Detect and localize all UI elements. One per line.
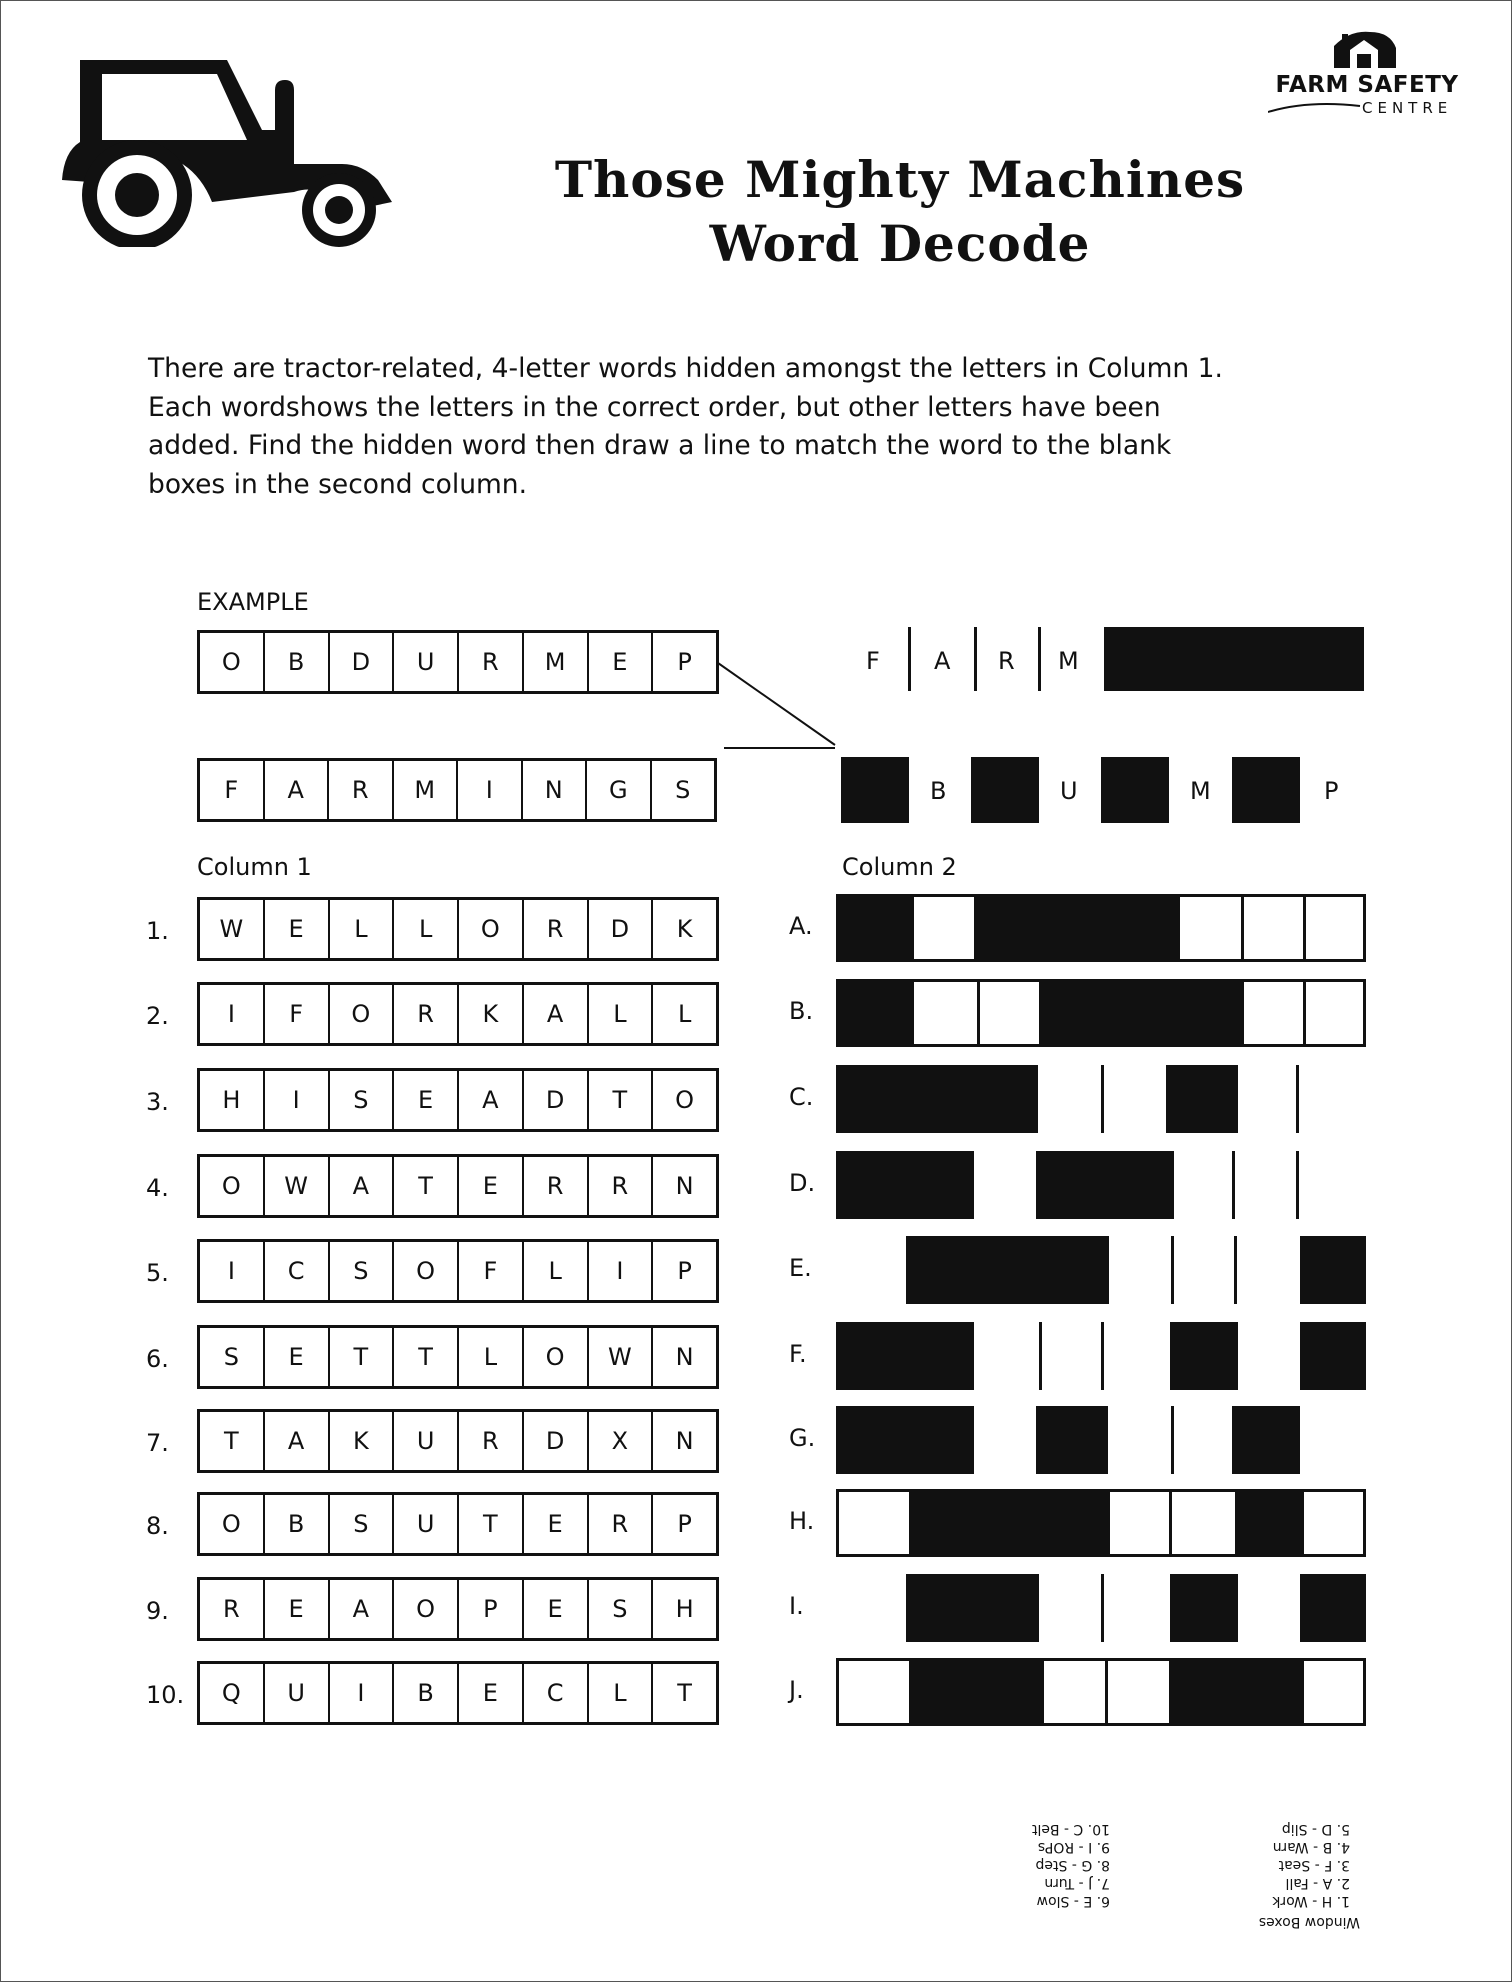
letter-cell: O <box>392 1242 457 1300</box>
row-letter-label: B. <box>789 997 814 1025</box>
divider-line <box>909 1661 912 1723</box>
letter-cell: A <box>328 1580 393 1638</box>
row-number: 10. <box>146 1681 185 1709</box>
answer-key-item: 7. J - Turn <box>1044 1875 1110 1891</box>
letter-cell: A <box>263 761 328 819</box>
example-label: EXAMPLE <box>197 588 309 616</box>
divider-line <box>1105 1661 1108 1723</box>
blank-block <box>1036 1406 1108 1474</box>
swoosh-icon <box>1268 100 1363 114</box>
title-line-1: Those Mighty Machines <box>554 150 1246 209</box>
column-1-row <box>197 1068 719 1132</box>
divider-line <box>1234 1236 1237 1304</box>
letter-cell: R <box>457 1412 522 1470</box>
example-answer-2 <box>836 757 1366 823</box>
divider-line <box>1101 1574 1104 1642</box>
blank-block <box>1169 1661 1301 1723</box>
column-2-pattern <box>836 1236 1366 1304</box>
blank-block <box>839 982 911 1044</box>
divider-line <box>1301 1492 1304 1554</box>
letter-cell: I <box>456 761 521 819</box>
letter-cell: U <box>392 633 457 691</box>
letter-cell: L <box>587 1664 652 1722</box>
letter-cell: O <box>651 1071 716 1129</box>
column-2-pattern <box>836 1406 1366 1474</box>
column-1-row <box>197 1154 719 1218</box>
blank-block <box>1104 627 1364 691</box>
divider-line <box>909 1492 912 1554</box>
divider-line <box>977 982 980 1044</box>
blank-block <box>1101 757 1169 823</box>
divider-line <box>1303 982 1306 1044</box>
divider-line <box>911 982 914 1044</box>
row-letter-label: D. <box>789 1169 816 1197</box>
page-title <box>540 148 1260 276</box>
title-line-2: Word Decode <box>709 214 1091 273</box>
letter-cell: P <box>651 633 716 691</box>
letter-cell: P <box>457 1580 522 1638</box>
letter-cell: B <box>263 1495 328 1553</box>
divider-line <box>1171 1406 1174 1474</box>
row-letter-label: E. <box>789 1254 812 1282</box>
letter-cell: T <box>392 1328 457 1386</box>
letter-cell: S <box>328 1495 393 1553</box>
letter-cell: A <box>263 1412 328 1470</box>
letter-cell: E <box>263 1328 328 1386</box>
row-letter-label: H. <box>789 1507 815 1535</box>
blank-block <box>1300 1322 1366 1390</box>
letter-cell: S <box>587 1580 652 1638</box>
row-letter-label: A. <box>789 912 813 940</box>
letter-cell: D <box>522 1412 587 1470</box>
column-2-pattern <box>836 1065 1366 1133</box>
letter-cell: O <box>221 648 241 676</box>
answer-key-item: 6. E - Slow <box>1036 1893 1110 1909</box>
barn-icon <box>1330 28 1400 70</box>
answer-letter: R <box>998 647 1015 675</box>
letter-cell: H <box>651 1580 716 1638</box>
divider-line <box>911 897 914 959</box>
letter-cell: U <box>392 1495 457 1553</box>
row-number: 7. <box>146 1429 169 1457</box>
letter-cell: O <box>328 985 393 1043</box>
column-1-row <box>197 897 719 961</box>
letter-cell: E <box>457 1664 522 1722</box>
blank-block <box>1166 1065 1238 1133</box>
divider-line <box>1107 1492 1110 1554</box>
answer-letter: P <box>1324 777 1339 805</box>
letter-cell: R <box>522 1157 587 1215</box>
answer-key-item: 9. I - ROPs <box>1037 1839 1110 1855</box>
row-letter-label: J. <box>789 1676 804 1704</box>
letter-cell: W <box>263 1157 328 1215</box>
row-letter-label: I. <box>789 1592 804 1620</box>
blank-block <box>1232 757 1300 823</box>
letter-cell: R <box>457 633 522 691</box>
answer-letter: F <box>866 647 880 675</box>
letter-cell: T <box>457 1495 522 1553</box>
letter-cell: E <box>263 1580 328 1638</box>
letter-cell: D <box>328 633 393 691</box>
letter-cell: P <box>651 1242 716 1300</box>
letter-cell: C <box>522 1664 587 1722</box>
divider-line <box>1241 897 1244 959</box>
letter-cell: N <box>521 761 586 819</box>
letter-cell: A <box>328 1157 393 1215</box>
blank-block <box>836 1151 974 1219</box>
letter-cell: A <box>457 1071 522 1129</box>
column-1-row <box>197 1492 719 1556</box>
letter-cell: N <box>651 1328 716 1386</box>
letter-cell: O <box>221 1172 241 1200</box>
example-connector-line <box>718 655 838 755</box>
letter-cell: D <box>587 900 652 958</box>
answer-key-item: 3. F - Seat <box>1278 1857 1350 1873</box>
blank-block <box>1170 1574 1238 1642</box>
logo-text-sub: CENTRE <box>1362 99 1453 117</box>
blank-block <box>1039 982 1241 1044</box>
letter-cell: T <box>392 1157 457 1215</box>
row-letter-label: F. <box>789 1340 807 1368</box>
divider-line <box>1296 1151 1299 1219</box>
column-1-row <box>197 1577 719 1641</box>
answer-letter: M <box>1058 647 1079 675</box>
letter-cell: N <box>651 1157 716 1215</box>
letter-cell: E <box>457 1157 522 1215</box>
divider-line <box>1171 1236 1174 1304</box>
letter-cell: M <box>522 633 587 691</box>
letter-cell: B <box>392 1664 457 1722</box>
blank-block <box>906 1236 1109 1304</box>
letter-cell: O <box>221 1510 241 1538</box>
letter-cell: G <box>585 761 650 819</box>
letter-cell: K <box>457 985 522 1043</box>
letter-cell: S <box>223 1343 239 1371</box>
letter-cell: I <box>587 1242 652 1300</box>
blank-block <box>836 1406 974 1474</box>
divider-line <box>1241 982 1244 1044</box>
letter-cell: S <box>328 1071 393 1129</box>
letter-cell: L <box>328 900 393 958</box>
letter-cell: K <box>651 900 716 958</box>
column-2-pattern <box>836 1489 1366 1557</box>
divider-line <box>1301 1661 1304 1723</box>
divider-line <box>1101 1322 1104 1390</box>
letter-cell: L <box>457 1328 522 1386</box>
letter-cell: S <box>328 1242 393 1300</box>
answer-letter: B <box>930 777 947 805</box>
row-number: 9. <box>146 1597 169 1625</box>
letter-cell: I <box>263 1071 328 1129</box>
row-letter-label: G. <box>789 1424 816 1452</box>
blank-block <box>1170 1322 1238 1390</box>
answer-key-item: 10. C - Belt <box>1031 1821 1110 1837</box>
letter-cell: R <box>587 1157 652 1215</box>
letter-cell: I <box>328 1664 393 1722</box>
column-2-pattern <box>836 894 1366 962</box>
divider-line <box>1101 1065 1104 1133</box>
blank-block <box>909 1661 1041 1723</box>
blank-block <box>909 1492 1107 1554</box>
row-number: 1. <box>146 917 169 945</box>
blank-block <box>841 757 909 823</box>
answer-letter: U <box>1060 777 1078 805</box>
blank-block <box>1232 1406 1300 1474</box>
letter-cell: I <box>227 1000 235 1028</box>
letter-cell: F <box>457 1242 522 1300</box>
instructions: There are tractor-related, 4-letter words hidden amongst the letters in Column 1. Each wordshows the letters in the correct order, but other letters have been added. Find the hidden word then draw a line to match the word to the blank boxes in the second column. <box>148 353 1223 500</box>
blank-block <box>906 1574 1039 1642</box>
answer-key-left-column <box>1272 1820 1350 1910</box>
column-1-row <box>197 1661 719 1725</box>
letter-cell: E <box>392 1071 457 1129</box>
letter-cell: N <box>651 1412 716 1470</box>
logo-text-main: FARM SAFETY <box>1275 72 1459 98</box>
letter-cell: P <box>651 1495 716 1553</box>
blank-block <box>1036 1151 1174 1219</box>
letter-cell: X <box>587 1412 652 1470</box>
divider-line <box>1041 1661 1044 1723</box>
answer-letter: M <box>1190 777 1211 805</box>
blank-block <box>839 897 911 959</box>
letter-cell: S <box>650 761 715 819</box>
letter-cell: R <box>587 1495 652 1553</box>
blank-block <box>1300 1574 1366 1642</box>
answer-letter: A <box>934 647 951 675</box>
row-number: 6. <box>146 1345 169 1373</box>
answer-key-right-column <box>1032 1820 1110 1910</box>
column-2-pattern <box>836 1658 1366 1726</box>
letter-cell: F <box>263 985 328 1043</box>
answer-key-item: 1. H - Work <box>1272 1893 1350 1909</box>
divider-line <box>1169 1492 1172 1554</box>
column-2-pattern <box>836 1574 1366 1642</box>
farm-safety-logo <box>1262 28 1482 123</box>
column-1-row <box>197 982 719 1046</box>
row-letter-label: C. <box>789 1083 814 1111</box>
tractor-icon <box>62 52 407 247</box>
letter-cell: R <box>223 1595 240 1623</box>
example-row-1 <box>197 630 719 694</box>
divider-line <box>1039 1322 1042 1390</box>
blank-block <box>1235 1492 1301 1554</box>
letter-cell: K <box>328 1412 393 1470</box>
blank-block <box>974 897 1177 959</box>
column-1-row <box>197 1409 719 1473</box>
letter-cell: L <box>522 1242 587 1300</box>
letter-cell: U <box>263 1664 328 1722</box>
letter-cell: L <box>587 985 652 1043</box>
column-2-pattern <box>836 1322 1366 1390</box>
row-number: 8. <box>146 1512 169 1540</box>
blank-block <box>836 1065 1038 1133</box>
divider-line <box>1169 1661 1172 1723</box>
divider-line <box>1235 1492 1238 1554</box>
letter-cell: D <box>522 1071 587 1129</box>
letter-cell: W <box>219 915 244 943</box>
column-1-header: Column 1 <box>197 853 312 881</box>
divider-line <box>974 627 977 691</box>
letter-cell: E <box>263 900 328 958</box>
column-2-header: Column 2 <box>842 853 957 881</box>
row-number: 4. <box>146 1174 169 1202</box>
letter-cell: H <box>222 1086 241 1114</box>
letter-cell: E <box>522 1580 587 1638</box>
letter-cell: U <box>392 1412 457 1470</box>
letter-cell: Q <box>221 1679 241 1707</box>
row-number: 5. <box>146 1259 169 1287</box>
blank-block <box>1300 1236 1366 1304</box>
letter-cell: T <box>651 1664 716 1722</box>
divider-line <box>1038 627 1041 691</box>
column-2-pattern <box>836 979 1366 1047</box>
divider-line <box>908 627 911 691</box>
example-answer-1 <box>836 627 1366 691</box>
row-number: 2. <box>146 1002 169 1030</box>
letter-cell: T <box>224 1427 239 1455</box>
letter-cell: M <box>392 761 457 819</box>
letter-cell: B <box>263 633 328 691</box>
blank-block <box>836 1322 974 1390</box>
divider-line <box>1232 1151 1235 1219</box>
letter-cell: O <box>392 1580 457 1638</box>
letter-cell: A <box>522 985 587 1043</box>
letter-cell: R <box>392 985 457 1043</box>
letter-cell: R <box>522 900 587 958</box>
answer-key-item: 4. B - Warn <box>1272 1839 1350 1855</box>
letter-cell: F <box>224 776 239 804</box>
blank-block <box>971 757 1039 823</box>
row-number: 3. <box>146 1088 169 1116</box>
answer-key-upside-down <box>1000 1810 1360 1930</box>
column-1-row <box>197 1325 719 1389</box>
letter-cell: O <box>457 900 522 958</box>
letter-cell: L <box>392 900 457 958</box>
answer-key-item: 2. A - Fall <box>1285 1875 1350 1891</box>
letter-cell: R <box>327 761 392 819</box>
letter-cell: T <box>587 1071 652 1129</box>
letter-cell: E <box>522 1495 587 1553</box>
letter-cell: T <box>328 1328 393 1386</box>
answer-key-item: 5. D - Slip <box>1281 1821 1350 1837</box>
letter-cell: I <box>227 1257 235 1285</box>
answer-key-title: Window Boxes <box>1258 1914 1360 1930</box>
divider-line <box>1177 897 1180 959</box>
column-2-pattern <box>836 1151 1366 1219</box>
answer-key-item: 8. G - Step <box>1035 1857 1110 1873</box>
letter-cell: L <box>651 985 716 1043</box>
divider-line <box>1303 897 1306 959</box>
letter-cell: E <box>587 633 652 691</box>
example-row-2 <box>197 758 717 822</box>
divider-line <box>1296 1065 1299 1133</box>
letter-cell: W <box>587 1328 652 1386</box>
column-1-row <box>197 1239 719 1303</box>
letter-cell: C <box>263 1242 328 1300</box>
letter-cell: O <box>522 1328 587 1386</box>
